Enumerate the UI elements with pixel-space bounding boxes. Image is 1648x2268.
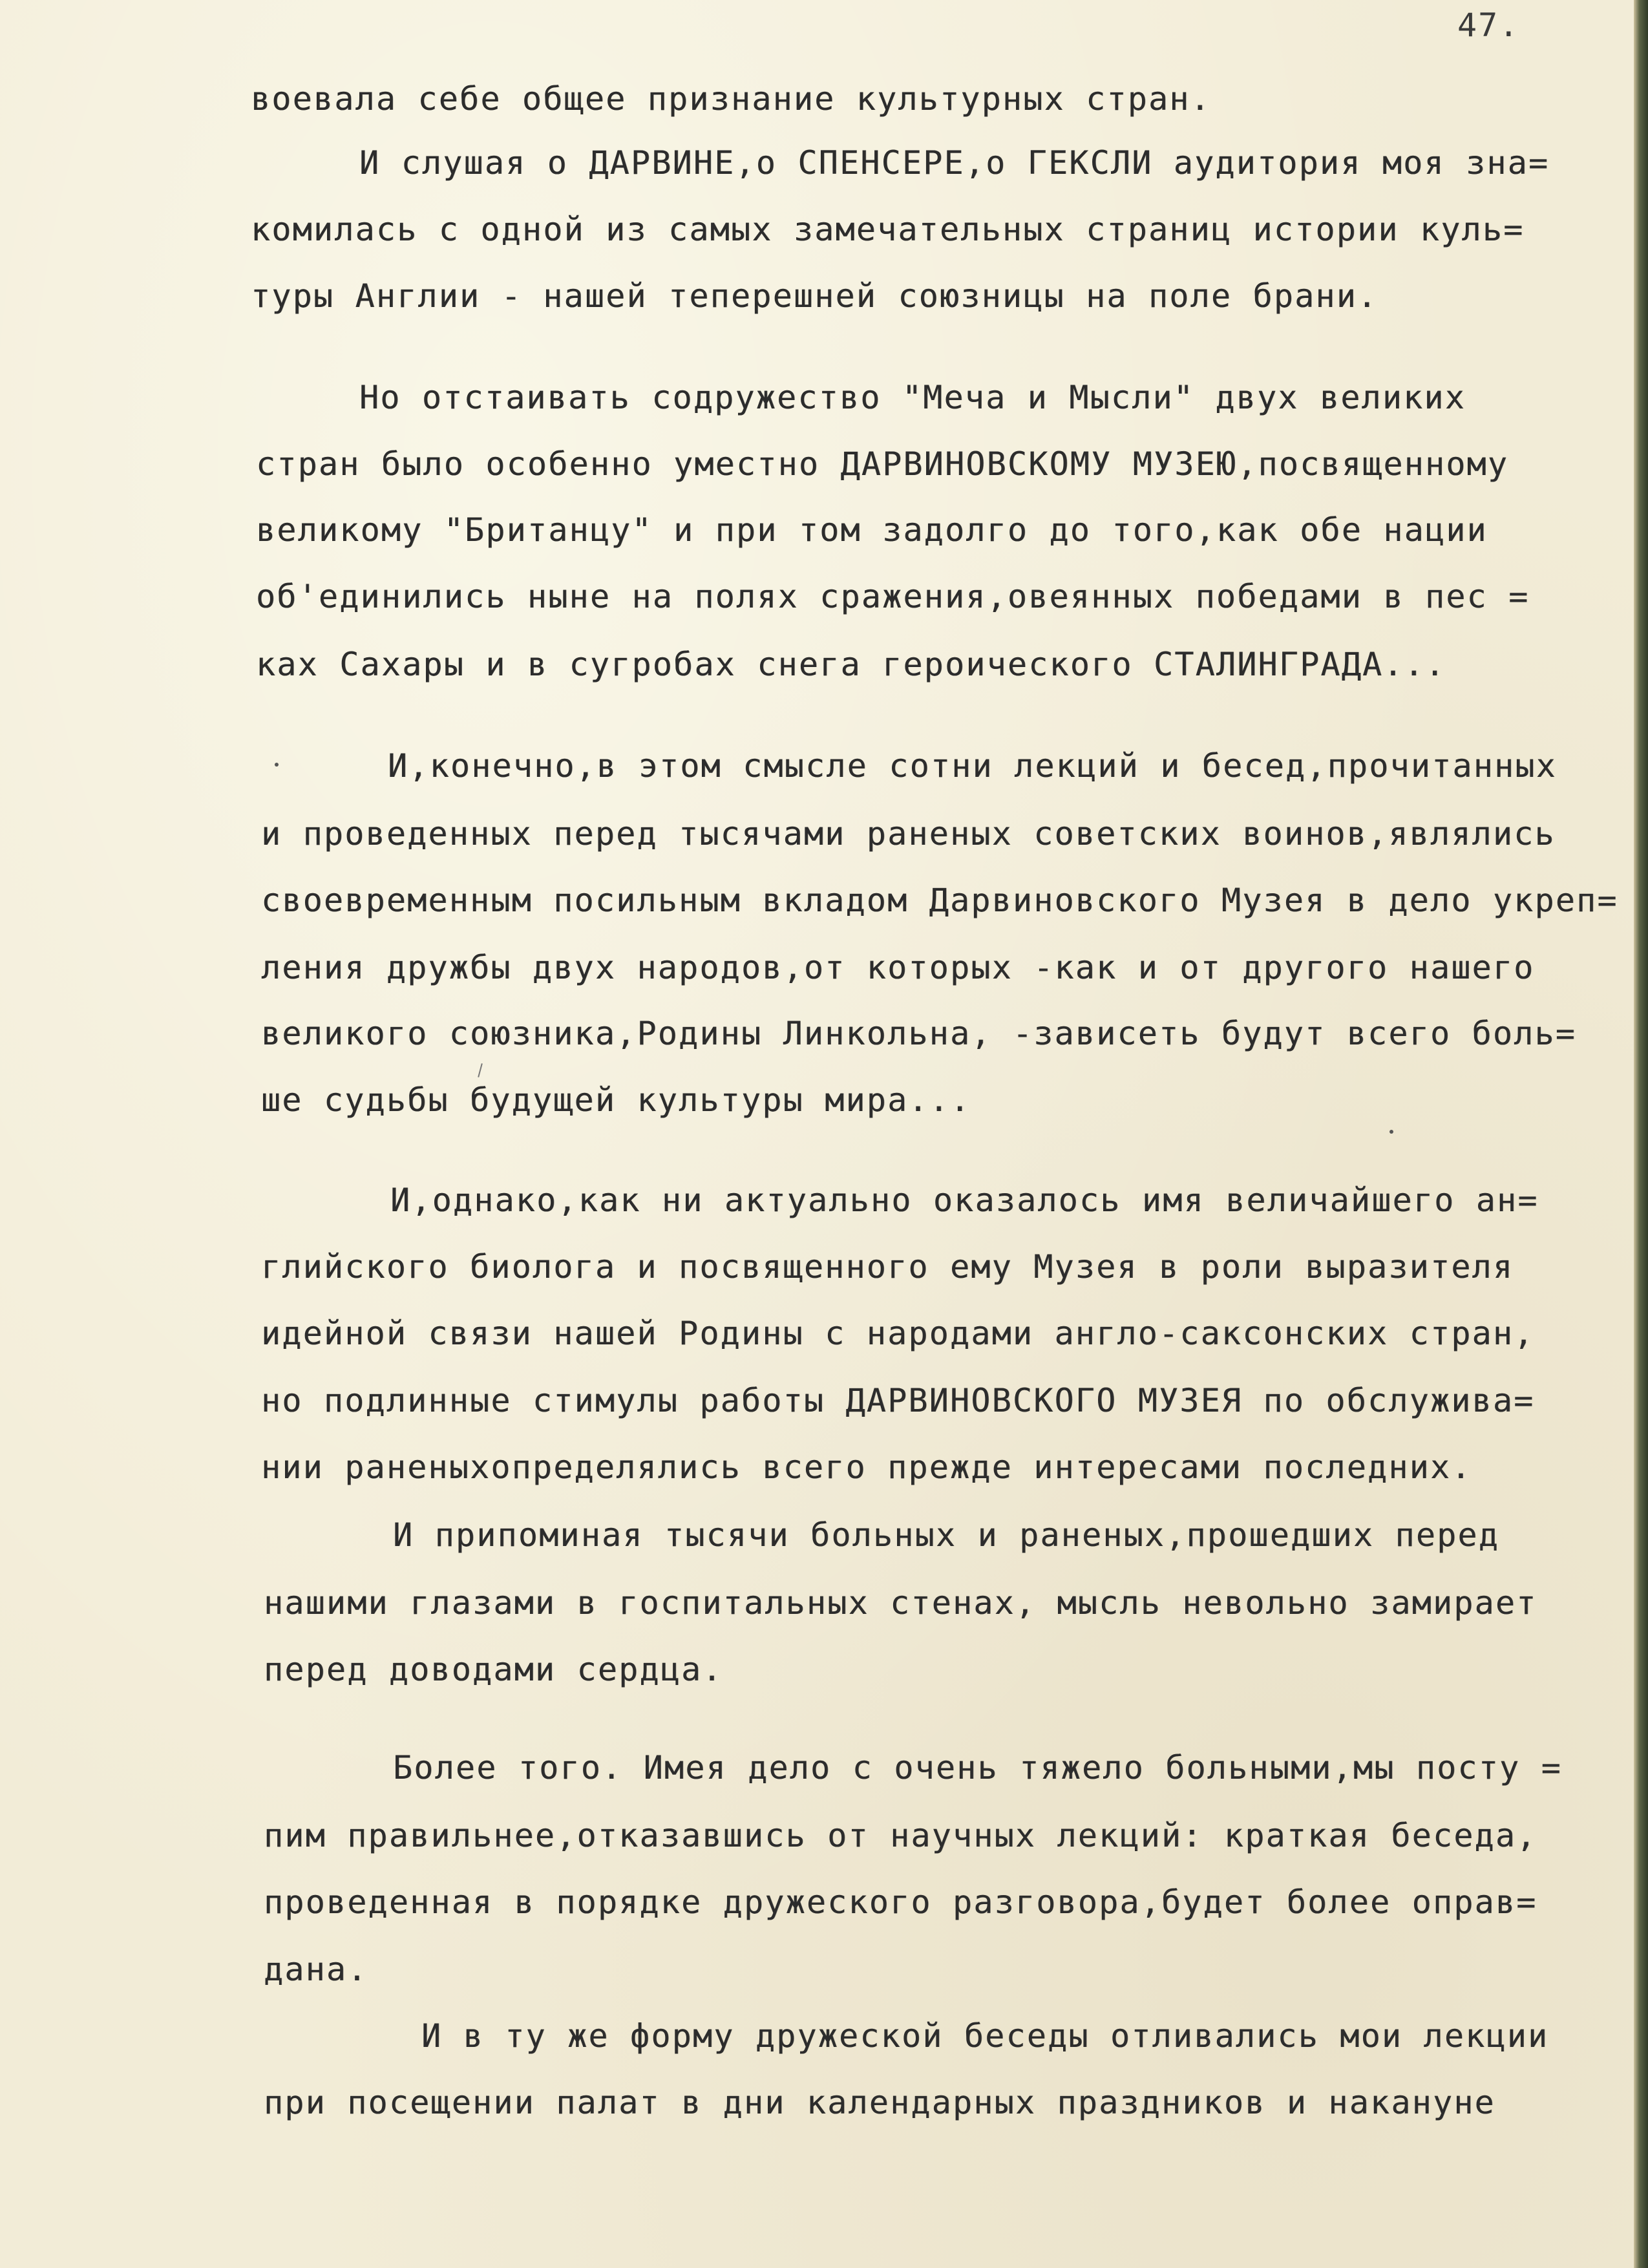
- text-line: об'единились ныне на полях сражения,овеянных победами в пес =: [256, 578, 1530, 615]
- text-line: комилась с одной из самых замечательных страниц истории куль=: [251, 211, 1525, 248]
- text-line: глийского биолога и посвященного ему Музея в роли выразителя: [261, 1248, 1514, 1286]
- ink-speck: [1389, 1130, 1393, 1134]
- text-line: нашими глазами в госпитальных стенах, мысль невольно замирает: [264, 1584, 1537, 1622]
- text-line: великого союзника,Родины Линкольна, -зависеть будут всего боль=: [261, 1015, 1577, 1052]
- text-line: ше судьбы будущей культуры мира...: [261, 1081, 971, 1119]
- text-line: перед доводами сердца.: [264, 1651, 723, 1688]
- text-line: И в ту же форму дружеской беседы отливались мои лекции: [421, 2017, 1549, 2055]
- text-line: ления дружбы двух народов,от которых -как и от другого нашего: [261, 949, 1535, 986]
- pencil-mark: [478, 1063, 483, 1077]
- text-line: Более того. Имея дело с очень тяжело больными,мы посту =: [393, 1749, 1562, 1786]
- text-line: идейной связи нашей Родины с народами англо-саксонских стран,: [261, 1315, 1535, 1352]
- page-edge: [1634, 0, 1648, 2268]
- text-line: стран было особенно уместно ДАРВИНОВСКОМУ МУЗЕЮ,посвященному: [256, 445, 1509, 483]
- text-line: своевременным посильным вкладом Дарвиновского Музея в дело укреп=: [261, 882, 1618, 919]
- text-line: но подлинные стимулы работы ДАРВИНОВСКОГО МУЗЕЯ по обслужива=: [261, 1382, 1535, 1419]
- text-line: нии раненыхопределялись всего прежде интересами последних.: [261, 1448, 1472, 1486]
- text-line: туры Англии - нашей теперешней союзницы на поле брани.: [251, 277, 1379, 315]
- text-line: ках Сахары и в сугробах снега героического СТАЛИНГРАДА...: [256, 646, 1446, 683]
- text-line: И,конечно,в этом смысле сотни лекций и бесед,прочитанных: [388, 747, 1557, 785]
- text-line: и проведенных перед тысячами раненых советских воинов,являлись: [261, 815, 1556, 853]
- text-line: пим правильнее,отказавшись от научных лекций: краткая беседа,: [264, 1817, 1537, 1854]
- text-line: И слушая о ДАРВИНЕ,о СПЕНСЕРЕ,о ГЕКСЛИ аудитория моя зна=: [359, 144, 1550, 182]
- text-line: дана.: [264, 1951, 368, 1988]
- page-number: 47.: [1457, 6, 1520, 44]
- text-line: воевала себе общее признание культурных стран.: [251, 80, 1211, 118]
- ink-speck: [275, 763, 279, 767]
- text-line: проведенная в порядке дружеского разговора,будет более оправ=: [264, 1883, 1537, 1921]
- text-line: И припоминая тысячи больных и раненых,прошедших перед: [393, 1516, 1500, 1554]
- text-line: И,однако,как ни актуально оказалось имя величайшего ан=: [390, 1182, 1539, 1219]
- text-line: Но отстаивать содружество "Меча и Мысли" двух великих: [359, 379, 1466, 416]
- text-line: великому "Британцу" и при том задолго до того,как обе нации: [256, 511, 1488, 549]
- text-line: при посещении палат в дни календарных праздников и накануне: [264, 2084, 1495, 2121]
